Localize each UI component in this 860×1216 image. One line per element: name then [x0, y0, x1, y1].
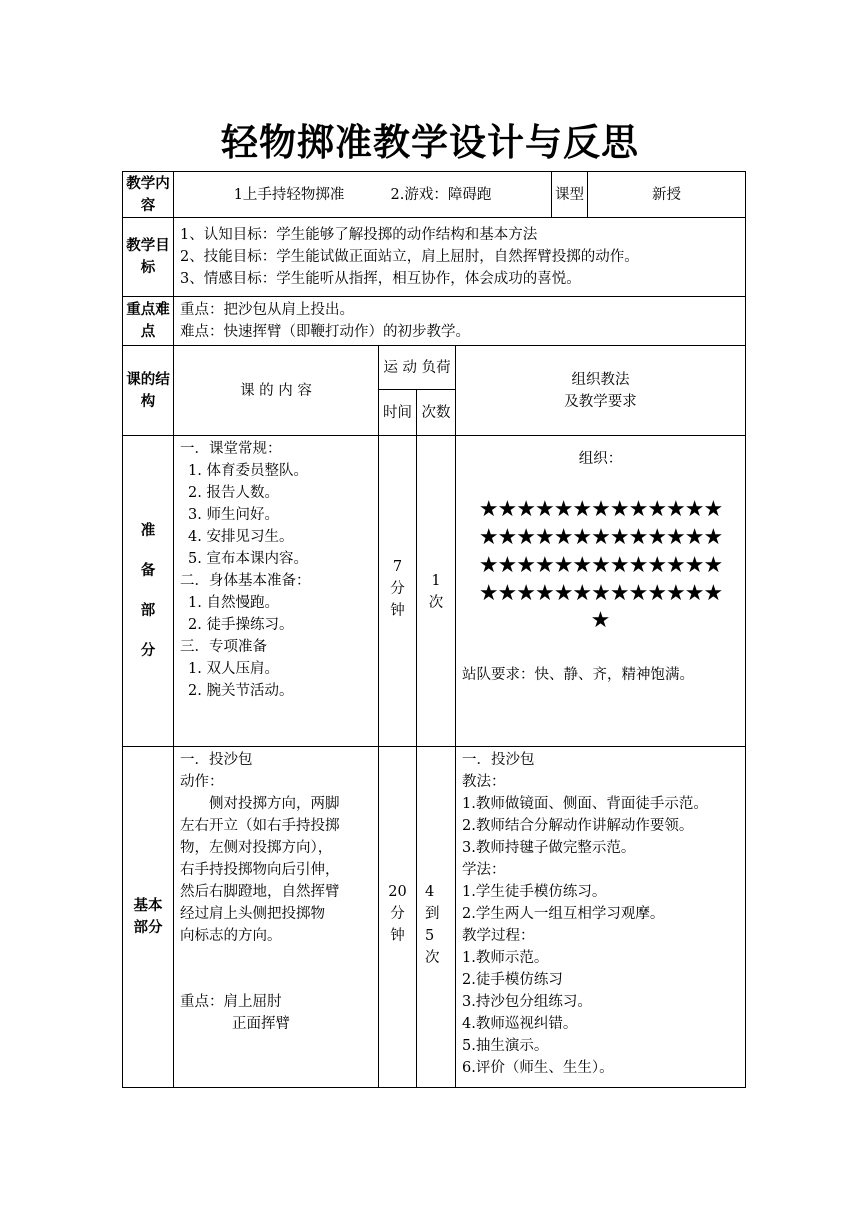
page-title: 轻物掷准教学设计与反思: [221, 120, 639, 164]
basic-section-label: [123, 747, 174, 1088]
prep-content: [174, 436, 379, 747]
org-header-line2: 及教学要求: [564, 393, 637, 410]
basic-line: 然后右脚蹬地，自然挥臂: [180, 884, 340, 900]
basic-time-char: 分: [390, 906, 405, 922]
basic-organization: [456, 747, 746, 1088]
content-items: 1上手持轻物掷准 2.游戏：障碍跑: [174, 172, 552, 218]
org-line: 1.教师示范。: [462, 950, 549, 966]
basic-time: [379, 747, 417, 1088]
basic-line: 侧对投掷方向，两脚: [209, 796, 340, 812]
org-line: 3.持沙包分组练习。: [462, 994, 592, 1010]
org-line: 2.学生两人一组互相学习观摩。: [462, 906, 665, 922]
prep-line: 1. 双人压肩。: [188, 661, 279, 677]
content-header: 课 的 内 容: [174, 346, 379, 436]
student-row: [456, 552, 745, 580]
prep-count-char: 1: [431, 573, 441, 589]
basic-key-point: 正面挥臂: [232, 1016, 290, 1032]
count-header: 次数: [417, 390, 456, 436]
prep-count-char: 次: [428, 595, 444, 611]
basic-time-char: 20: [388, 884, 407, 900]
basic-section-text: 基本部分: [133, 897, 163, 936]
goal-line: 3、情感目标：学生能听从指挥，相互协作，体会成功的喜悦。: [180, 271, 581, 287]
basic-row: [123, 747, 746, 1088]
org-line: 一．投沙包: [462, 752, 535, 768]
basic-count-char: 4: [425, 884, 435, 900]
org-line: 6.评价（师生、生生）。: [462, 1060, 614, 1076]
basic-key-point: 重点：肩上屈肘: [180, 994, 282, 1010]
basic-count-char: 5: [425, 928, 435, 944]
prep-time-char: 钟: [390, 603, 405, 619]
prep-section-char: 部: [140, 602, 156, 619]
org-line: 4.教师巡视纠错。: [462, 1016, 578, 1032]
student-stars: ★★★★★★★★★★★★★: [478, 497, 723, 522]
basic-time-char: 钟: [390, 928, 405, 944]
prep-row: [123, 436, 746, 747]
goals-text: [174, 218, 746, 297]
org-line: 学法：: [462, 862, 506, 878]
student-stars: ★★★★★★★★★★★★★: [478, 525, 723, 550]
prep-line: 1. 体育委员整队。: [188, 463, 308, 479]
basic-count: [417, 747, 456, 1088]
student-stars: ★★★★★★★★★★★★★: [478, 553, 723, 578]
prep-line: 4. 安排见习生。: [188, 529, 294, 545]
org-header: [456, 346, 746, 436]
basic-line: 动作：: [180, 774, 224, 790]
org-line: 2.徒手模仿练习: [462, 972, 563, 988]
prep-organization: [456, 436, 746, 747]
key-label: 重点难点: [123, 297, 174, 346]
org-line: 2.教师结合分解动作讲解动作要领。: [462, 818, 694, 834]
prep-line: 二．身体基本准备：: [180, 573, 311, 589]
prep-section-char: 准: [140, 522, 156, 539]
header-row-1: [123, 346, 746, 390]
content-row: [123, 172, 746, 218]
key-row: [123, 297, 746, 346]
prep-time-char: 7: [392, 559, 403, 575]
basic-line: 物，左侧对投掷方向），: [180, 840, 333, 856]
prep-section-char: 分: [140, 642, 156, 659]
prep-count: [417, 436, 456, 747]
key-line: 难点：快速挥臂（即鞭打动作）的初步教学。: [180, 324, 470, 340]
basic-content: [174, 747, 379, 1088]
student-row: [456, 524, 745, 552]
org-header-line1: 组织教法: [571, 371, 630, 388]
load-header: 运 动 负荷: [379, 346, 456, 390]
basic-line: 经过肩上头侧把投掷物: [180, 906, 325, 922]
prep-time-char: 分: [390, 581, 405, 597]
prep-line: 3. 师生问好。: [188, 507, 279, 523]
org-line: 5.抽生演示。: [462, 1038, 549, 1054]
student-row: [456, 580, 745, 608]
prep-line: 三．专项准备: [180, 639, 267, 655]
prep-line: 一．课堂常规：: [180, 441, 282, 457]
goals-label: 教学目标: [123, 218, 174, 297]
goal-line: 1、认知目标：学生能够了解投掷的动作结构和基本方法: [180, 227, 538, 243]
org-line: 1.学生徒手模仿练习。: [462, 884, 607, 900]
goal-line: 2、技能目标：学生能试做正面站立，肩上屈肘，自然挥臂投掷的动作。: [180, 249, 639, 265]
prep-section-char: 备: [140, 562, 156, 579]
student-row: [456, 496, 745, 524]
basic-line: 右手持投掷物向后引伸，: [180, 862, 340, 878]
prep-line: 1. 自然慢跑。: [188, 595, 279, 611]
prep-line: 2. 腕关节活动。: [188, 683, 294, 699]
content-label: 教学内容: [123, 172, 174, 218]
key-text: [174, 297, 746, 346]
teacher-star-icon: ★: [590, 608, 611, 633]
prep-time: [379, 436, 417, 747]
org-title: 组织：: [578, 451, 623, 467]
line-up-requirement: 站队要求：快、静、齐，精神饱满。: [462, 667, 694, 683]
org-line: 教学过程：: [462, 928, 535, 944]
time-header: 时间: [379, 390, 417, 436]
prep-line: 5. 宣布本课内容。: [188, 551, 308, 567]
org-line: 3.教师持毽子做完整示范。: [462, 840, 636, 856]
key-line: 重点：把沙包从肩上投出。: [180, 302, 354, 318]
basic-line: 左右开立（如右手持投掷: [180, 818, 340, 834]
basic-count-char: 到: [425, 906, 440, 922]
student-stars: ★★★★★★★★★★★★★: [478, 581, 723, 606]
prep-line: 2. 徒手操练习。: [188, 617, 294, 633]
type-value: 新授: [588, 172, 746, 218]
basic-line: 向标志的方向。: [180, 928, 282, 944]
basic-count-char: 次: [425, 950, 440, 966]
org-line: 教法：: [462, 774, 506, 790]
structure-header: 课的结构: [123, 346, 174, 436]
prep-line: 2. 报告人数。: [188, 485, 279, 501]
org-line: 1.教师做镜面、侧面、背面徒手示范。: [462, 796, 708, 812]
basic-line: 一．投沙包: [180, 752, 253, 768]
type-label: 课型: [552, 172, 588, 218]
goals-row: [123, 218, 746, 297]
formation-diagram: [456, 496, 745, 634]
prep-section-label: [123, 436, 174, 747]
lesson-plan-table: [122, 171, 746, 1088]
